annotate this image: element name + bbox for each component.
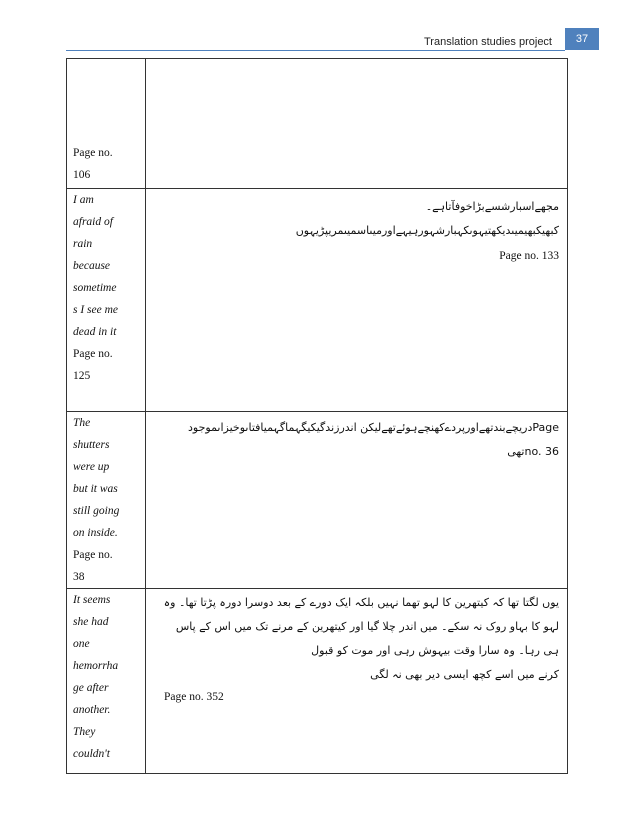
english-cell (67, 412, 146, 589)
urdu-cell (146, 59, 568, 189)
english-line: It seems (73, 594, 111, 606)
urdu-cell (146, 589, 568, 774)
english-line: The (73, 417, 91, 429)
english-cell (67, 189, 146, 412)
english-line: another. (73, 704, 111, 716)
english-line: but it was (73, 483, 118, 495)
english-cell (67, 589, 146, 774)
english-line: I am (73, 194, 94, 206)
table-row (67, 589, 568, 774)
english-line: sometime (73, 282, 117, 294)
english-line: afraid of (73, 216, 113, 228)
urdu-page-ref: Page no. 352 (164, 691, 224, 703)
english-line: couldn't (73, 748, 110, 760)
table-row (67, 189, 568, 412)
urdu-cell (146, 412, 568, 589)
english-page-ref: Page no. (73, 549, 113, 561)
english-line: Page no. (73, 147, 113, 159)
english-line: s I see me (73, 304, 119, 316)
english-line: hemorrha (73, 660, 119, 672)
english-line: were up (73, 461, 110, 473)
english-line: she had (73, 616, 109, 628)
table-row (67, 59, 568, 189)
english-line: still going (73, 505, 120, 517)
english-line: one (73, 638, 90, 650)
urdu-line: کرنے میں اسے کچھ ایسی دیر بھی نہ لگی (370, 668, 559, 681)
english-line: ge after (73, 682, 109, 694)
english-line: because (73, 260, 111, 272)
english-line: on inside. (73, 527, 118, 539)
english-page-ref: 125 (73, 370, 91, 382)
urdu-line: no. 36تھی (507, 445, 559, 458)
urdu-line: Pageدریچےبندتھےاورپردےکھنچےہوئےتھےلیکن اندرزندگیکیگہماگہمیافتاںوخیزاںموجود (188, 421, 559, 434)
english-line: rain (73, 238, 93, 250)
translation-table (66, 58, 568, 774)
english-line: They (73, 726, 96, 738)
english-line: dead in it (73, 326, 117, 338)
header-divider (66, 50, 565, 51)
urdu-line: لہو کا بہاو روک نہ سکے۔ میں اندر چلا گیا اور کیتھرین کے مرنے تک میں اس کے پاس (175, 620, 559, 633)
english-line: shutters (73, 439, 110, 451)
urdu-cell (146, 189, 568, 412)
english-line: 106 (73, 169, 91, 181)
document-header-title: Translation studies project (424, 36, 552, 48)
english-cell (67, 59, 146, 189)
english-page-ref: Page no. (73, 348, 113, 360)
urdu-line: مجھےاسبارشسےبڑاخوفآتاہے۔ (425, 200, 559, 213)
english-page-ref: 38 (73, 571, 85, 583)
urdu-line: ہی رہا۔ وہ سارا وقت بیہوش رہی اور موت کو قبول (311, 644, 559, 657)
urdu-line: یوں لگتا تھا کہ کیتھرین کا لہو تھما نہیں بلکہ ایک دورے کے بعد دوسرا دورہ پڑتا تھا۔ وہ (163, 596, 559, 609)
urdu-line: کبھیکبھیمیںدیکھتیہوںکہبارشہورہیہےاورمیںاسمیںمریپڑیہوں (295, 224, 559, 237)
table-row (67, 412, 568, 589)
urdu-page-ref: Page no. 133 (499, 250, 559, 262)
page-number-badge: 37 (565, 28, 599, 50)
